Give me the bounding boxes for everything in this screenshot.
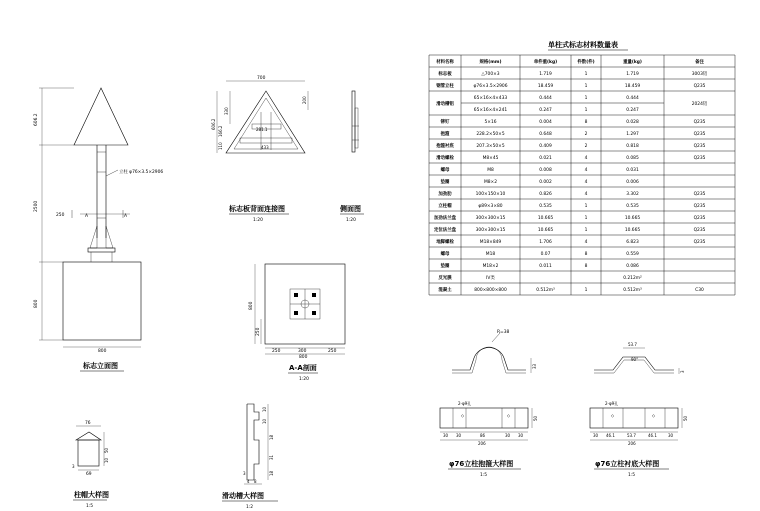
dim-pad-s5: 30 — [668, 433, 674, 438]
table-cell: Q235 — [693, 216, 706, 222]
pad-angle: 90° — [631, 357, 639, 362]
table-cell: 2 — [584, 144, 588, 150]
table-cell: 加劲法兰盘 — [434, 216, 456, 222]
table-cell: 0.008 — [539, 168, 552, 174]
table-cell: 0.559 — [626, 252, 639, 258]
section-mark-left: A — [85, 214, 89, 219]
dim-slide-2: 10 — [262, 418, 267, 424]
table-cell: 0.006 — [626, 180, 639, 186]
table-cell: 反光膜 — [438, 276, 452, 282]
table-cell: 1 — [584, 288, 588, 294]
table-cell: 1 — [584, 84, 588, 90]
bolt-4 — [312, 311, 316, 315]
table-cell: 10.665 — [537, 216, 554, 222]
table-cell: φ76×3.5×2906 — [473, 84, 508, 90]
sign-triangle — [74, 88, 128, 145]
dim-strip2: 433 — [261, 145, 269, 150]
clamp-arc — [452, 348, 526, 370]
front-elevation-title: 标志立面图 — [83, 362, 118, 370]
side-plate — [352, 91, 355, 152]
table-cell: 0.535 — [626, 204, 639, 210]
pad-hole-2: ◇ — [652, 413, 656, 418]
dim-back-right-side: 200 — [302, 96, 307, 104]
clamp-holes: 2-φ9孔 — [458, 401, 472, 406]
table-title: 单柱式标志材料数量表 — [548, 41, 618, 49]
pad-hole-1: ◇ — [611, 413, 615, 418]
table-cell: IV类 — [486, 276, 495, 282]
table-cell: 0.086 — [626, 264, 639, 270]
table-cell: 10.665 — [537, 228, 554, 234]
table-grid — [429, 55, 735, 295]
table-cell: 抱箍 — [440, 132, 450, 138]
pad-detail — [590, 342, 688, 478]
table-cell: Q235 — [693, 132, 706, 138]
table-cell: 垫圈 — [440, 180, 450, 186]
dim-slide-3: 18 — [269, 434, 274, 440]
dim-cap-bottom: 69 — [86, 472, 92, 477]
dim-pad-thick: 3 — [680, 370, 685, 373]
pad-detail-scale: 1:5 — [628, 473, 636, 478]
clamp-detail-title: φ76立柱抱箍大样图 — [449, 460, 514, 468]
table-cell: C30 — [695, 288, 704, 294]
table-cell: M8 — [487, 168, 494, 174]
cap-detail — [72, 420, 109, 509]
table-cell: 混凝土 — [438, 288, 452, 294]
dim-clamp-height: 33 — [532, 363, 537, 369]
table-cell: 垫圈 — [440, 264, 450, 270]
slide-detail-title: 滑动槽大样图 — [222, 492, 264, 500]
table-cell: 4 — [584, 156, 588, 162]
dim-clamp-total: 206 — [478, 441, 486, 446]
dim-pad-s4: 46.1 — [648, 433, 657, 438]
dim-aa-b1: 250 — [272, 349, 281, 354]
stiffener-right — [106, 226, 113, 248]
table-cell: 立柱帽 — [438, 204, 452, 210]
table-cell: 207.3×50×5 — [476, 144, 505, 150]
table-cell: 0.247 — [626, 108, 639, 114]
slide-profile — [247, 404, 259, 480]
dim-triangle-height: 606.2 — [34, 113, 39, 126]
table-cell: 1.719 — [539, 72, 552, 78]
table-header-cell: 规格(mm) — [479, 60, 502, 66]
table-cell: 800×800×800 — [474, 288, 507, 294]
table-cell: 滑动槽铝 — [436, 102, 454, 108]
table-cell: 钢管立柱 — [436, 84, 454, 90]
slide-detail-scale: 1:2 — [246, 505, 254, 510]
table-header-cell: 重量(kg) — [623, 60, 642, 66]
table-cell: 1 — [584, 204, 588, 210]
dim-back-left1: 606.2 — [211, 118, 216, 130]
table-cell: Q235 — [693, 120, 706, 126]
table-cell: 10.665 — [624, 216, 641, 222]
dim-aa-total: 800 — [299, 355, 308, 360]
table-header-cell: 备注 — [695, 60, 704, 66]
table-header-cell: 材料名称 — [436, 60, 454, 66]
bolt-1 — [294, 293, 298, 297]
table-cell: 0.028 — [626, 120, 639, 126]
table-cell: M18 — [485, 252, 496, 258]
table-cell: Q235 — [693, 192, 706, 198]
table-cell: 65×16×4×241 — [473, 108, 508, 114]
dim-strip1: 281.1 — [256, 127, 268, 132]
table-cell: 0.818 — [626, 144, 639, 150]
table-cell: 1.297 — [626, 132, 639, 138]
dim-pad-s3: 53.7 — [627, 433, 636, 438]
table-cell: 0.409 — [539, 144, 552, 150]
foundation — [63, 262, 141, 340]
clamp-hole-1: ◇ — [461, 413, 465, 418]
section-mark-right: A — [124, 214, 128, 219]
pad-detail-title: φ76立柱衬底大样图 — [595, 460, 660, 468]
back-connection — [211, 75, 308, 223]
section-aa-title: A-A剖面 — [289, 364, 317, 372]
table-cell: 定位法兰盘 — [434, 228, 456, 234]
table-cell: 铆钉 — [440, 120, 450, 126]
dim-cap-left: 3 — [72, 464, 75, 469]
dim-pad-total: 206 — [628, 441, 636, 446]
table-cell: 1.719 — [626, 72, 639, 78]
side-view-title: 侧面图 — [340, 205, 361, 213]
table-cell: Q235 — [693, 144, 706, 150]
table-cell: 螺母 — [440, 252, 450, 258]
dim-pad-s1: 30 — [593, 433, 599, 438]
table-cell: 3003铝 — [691, 72, 708, 78]
table-cell: 0.535 — [539, 204, 552, 210]
dim-aa-b3: 250 — [328, 349, 337, 354]
dim-foundation-height: 800 — [34, 299, 39, 308]
table-cell: 螺母 — [440, 168, 450, 174]
dim-cap-side2: 10 — [104, 457, 109, 463]
dim-back-left3: 166.2 — [218, 125, 223, 137]
table-cell: 18.459 — [624, 84, 641, 90]
table-cell: 加劲肋 — [438, 192, 452, 198]
table-cell: 1 — [584, 72, 588, 78]
table-cell: 8 — [584, 252, 588, 258]
cap-top — [76, 432, 101, 440]
pole-label: 立柱 φ76×3.5×2906 — [119, 170, 164, 175]
table-cell: 标志板 — [438, 72, 452, 78]
table-cell: 0.512m³ — [536, 288, 555, 294]
table-cell: 0.247 — [539, 108, 552, 114]
pad-holes: 2-φ9孔 — [605, 401, 619, 406]
table-header-cell: 单件重(kg) — [533, 60, 558, 66]
table-cell: 0.004 — [539, 120, 552, 126]
table-cell: 0.826 — [539, 192, 552, 198]
flange-plate — [88, 248, 115, 252]
table-cell: 100×150×10 — [475, 192, 506, 198]
table-cell: 抱箍衬底 — [436, 144, 454, 150]
table-cell: 0.085 — [626, 156, 639, 162]
back-connection-scale: 1:20 — [253, 218, 263, 223]
table-cell: 4 — [584, 168, 588, 174]
table-cell: 0.512m³ — [623, 288, 642, 294]
table-cell: Q235 — [693, 240, 706, 246]
dim-cap-top: 76 — [85, 421, 91, 426]
dim-section-offset: 250 — [56, 213, 65, 218]
table-cell: 地脚螺栓 — [436, 240, 454, 246]
dim-pad-s2: 46.1 — [606, 433, 615, 438]
dim-back-width: 700 — [257, 76, 266, 81]
table-cell: 4 — [584, 240, 588, 246]
table-cell: 65×16×4×433 — [473, 96, 508, 102]
table-cell: △700×3 — [481, 72, 500, 78]
material-table — [429, 40, 735, 295]
dim-back-right-top: 330 — [224, 107, 229, 115]
table-cell: φ89×3×80 — [478, 204, 503, 210]
table-cell: 4 — [584, 180, 588, 186]
table-cell: 2024铝 — [691, 102, 708, 108]
clamp-detail-scale: 1:5 — [480, 473, 488, 478]
table-cell: 300×300×15 — [475, 216, 506, 222]
table-cell: 0.212m² — [623, 276, 642, 282]
table-cell: M8×2 — [483, 180, 498, 186]
table-cell: 18.459 — [537, 84, 554, 90]
cap-body — [78, 440, 99, 466]
table-cell: M18×849 — [479, 240, 502, 246]
slide-strip-2 — [240, 138, 292, 143]
table-cell: 0.444 — [539, 96, 552, 102]
dim-clamp-s2: 30 — [456, 433, 462, 438]
section-aa-scale: 1:20 — [299, 377, 309, 382]
dim-aa-base: 250 — [256, 327, 261, 336]
dim-back-left2: 110 — [218, 142, 223, 150]
dim-pole-height: 2500 — [34, 200, 39, 212]
table-cell: 0.648 — [539, 132, 552, 138]
dim-pad-top: 53.7 — [628, 342, 637, 347]
side-view — [339, 91, 364, 223]
table-cell: 10.665 — [624, 228, 641, 234]
clamp-radius: R=38 — [497, 330, 510, 335]
pad-plate — [590, 408, 678, 428]
back-triangle — [226, 91, 305, 153]
dim-slide-8: 8 — [254, 479, 257, 484]
dim-cap-side1: 50 — [104, 447, 109, 453]
section-aa — [248, 264, 345, 382]
table-cell: 0.002 — [539, 180, 552, 186]
table-cell: 1 — [584, 108, 588, 114]
back-connection-title: 标志板背面连接图 — [229, 205, 285, 213]
dim-slide-6: 3 — [243, 471, 246, 476]
dim-slide-4: 31 — [269, 454, 274, 460]
table-cell: 0.011 — [539, 264, 552, 270]
table-cell: 300×300×15 — [475, 228, 506, 234]
dim-clamp-s3: 86 — [480, 433, 486, 438]
table-cell: 1.706 — [539, 240, 552, 246]
table-header-cell: 件数(件) — [577, 60, 595, 66]
table-cell: 6.823 — [626, 240, 639, 246]
front-elevation — [33, 88, 163, 371]
dim-clamp-s1: 30 — [443, 433, 449, 438]
dim-aa-height: 800 — [249, 301, 254, 310]
dim-aa-b2: 300 — [298, 349, 307, 354]
cap-detail-scale: 1:5 — [86, 504, 94, 509]
table-cell: 8 — [584, 264, 588, 270]
table-cell: Q235 — [693, 228, 706, 234]
clamp-hole-2: ◇ — [507, 413, 511, 418]
clamp-plate — [440, 408, 528, 428]
table-cell: 8 — [584, 120, 588, 126]
table-cell: 3.302 — [626, 192, 639, 198]
table-cell: 4 — [584, 192, 588, 198]
table-cell: M18×2 — [482, 264, 499, 270]
table-cell: 1 — [584, 96, 588, 102]
table-cell: M8×45 — [482, 156, 499, 162]
table-cell: 5×16 — [484, 120, 497, 126]
dim-slide-7: 4 — [247, 479, 250, 484]
dim-slide-1: 10 — [262, 406, 267, 412]
table-cell: 1 — [584, 228, 588, 234]
dim-foundation-width: 800 — [98, 349, 107, 354]
table-cell: 1 — [584, 216, 588, 222]
dim-pad-plate: 50 — [683, 415, 688, 421]
side-view-scale: 1:20 — [346, 218, 356, 223]
dim-slide-5: 18 — [269, 470, 274, 476]
slide-detail — [222, 404, 278, 510]
clamp-detail — [440, 329, 538, 478]
dim-clamp-s5: 30 — [518, 433, 524, 438]
dim-clamp-plate: 50 — [533, 415, 538, 421]
table-cell: Q235 — [693, 156, 706, 162]
dim-clamp-s4: 30 — [505, 433, 511, 438]
table-cell: Q235 — [693, 204, 706, 210]
table-cell: 0.444 — [626, 96, 639, 102]
cap-detail-title: 柱帽大样图 — [74, 491, 109, 499]
bolt-2 — [312, 293, 316, 297]
stiffener-left — [90, 226, 97, 248]
table-cell: 2 — [584, 132, 588, 138]
table-cell: 228.2×50×5 — [476, 132, 505, 138]
table-cell: Q235 — [693, 84, 706, 90]
table-cell: 0.021 — [539, 156, 552, 162]
table-cell: 0.031 — [626, 168, 639, 174]
table-cell: 滑动螺栓 — [436, 156, 454, 162]
table-cell: 0.07 — [540, 252, 551, 258]
bolt-3 — [294, 311, 298, 315]
